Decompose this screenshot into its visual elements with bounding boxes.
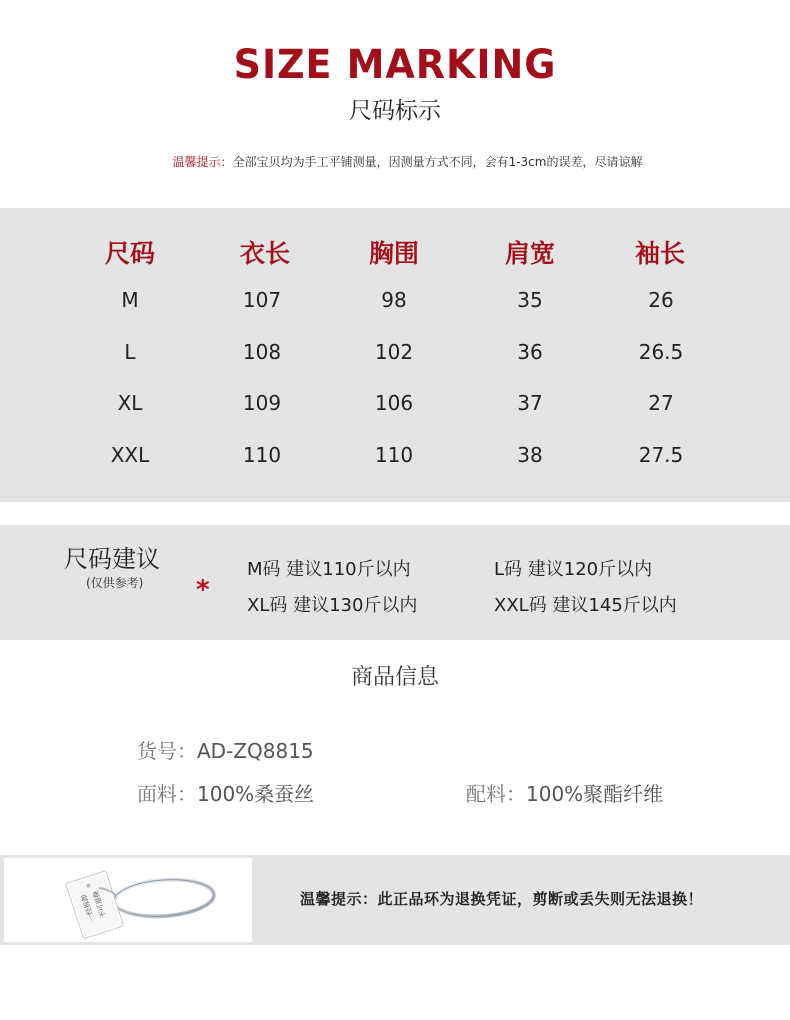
table-cell: M xyxy=(121,288,139,312)
table-cell: 102 xyxy=(374,340,414,364)
security-tag-icon xyxy=(4,858,252,942)
table-cell: 26 xyxy=(648,288,674,312)
security-tag-image xyxy=(4,858,252,942)
header-sleeve: 袖长 xyxy=(634,239,685,268)
table-cell: 37 xyxy=(517,391,543,415)
trim-value: 100%聚酯纤维 xyxy=(526,782,664,806)
table-cell: XL xyxy=(117,391,143,415)
header-size: 尺码 xyxy=(104,239,155,268)
recommendation-subtitle: (仅供参考) xyxy=(86,576,144,590)
recommendation-item: L码 建议120斤以内 xyxy=(494,559,653,580)
table-cell: 27.5 xyxy=(638,443,684,467)
asterisk-icon: * xyxy=(196,575,210,605)
header-length: 衣长 xyxy=(239,239,290,268)
recommendation-item: M码 建议110斤以内 xyxy=(247,559,411,580)
tag-text-line-1: 一经拆卸 xyxy=(80,893,97,923)
fabric-label: 面料： xyxy=(137,782,197,806)
size-recommendation xyxy=(0,525,790,640)
header-shoulder: 肩宽 xyxy=(504,239,555,268)
item-number-value: AD-ZQ8815 xyxy=(197,739,314,763)
trim-label: 配料： xyxy=(466,782,526,806)
table-cell: 110 xyxy=(242,443,282,467)
recommendation-item: XL码 建议130斤以内 xyxy=(247,595,418,616)
tag-notice-panel xyxy=(0,855,790,945)
table-cell: 110 xyxy=(374,443,414,467)
recommendation-item: XXL码 建议145斤以内 xyxy=(494,595,677,616)
table-cell: 106 xyxy=(374,391,414,415)
table-cell: 38 xyxy=(517,443,543,467)
size-table xyxy=(0,208,790,502)
tag-notice-text: 温馨提示：此正品环为退换凭证，剪断或丢失则无法退换！ xyxy=(300,890,704,908)
recommendation-title: 尺码建议 xyxy=(64,545,160,573)
notice-text: 全部宝贝均为手工平铺测量，因测量方式不同，会有1-3cm的误差，尽请谅解 xyxy=(232,155,643,169)
table-cell: 98 xyxy=(381,288,407,312)
table-cell: 35 xyxy=(517,288,543,312)
item-number xyxy=(137,735,314,764)
table-cell: 107 xyxy=(242,288,282,312)
fabric-value: 100%桑蚕丝 xyxy=(197,782,315,806)
page-title-zh: 尺码标示 xyxy=(349,98,441,124)
measurement-notice xyxy=(0,153,790,170)
table-cell: 26.5 xyxy=(638,340,684,364)
table-cell: 109 xyxy=(242,391,282,415)
item-number-label: 货号： xyxy=(137,739,197,763)
table-cell: 27 xyxy=(648,391,674,415)
page-title-en: SIZE MARKING xyxy=(233,42,557,88)
table-cell: 36 xyxy=(517,340,543,364)
table-cell: L xyxy=(124,340,136,364)
table-cell: XXL xyxy=(110,443,150,467)
table-cell: 108 xyxy=(242,340,282,364)
fabric xyxy=(137,778,314,807)
product-info-title: 商品信息 xyxy=(350,665,439,690)
notice-label: 温馨提示： xyxy=(172,155,233,169)
trim xyxy=(466,778,663,807)
tag-text-line-2: 不可退换 xyxy=(91,889,108,919)
header-chest: 胸围 xyxy=(368,239,419,268)
